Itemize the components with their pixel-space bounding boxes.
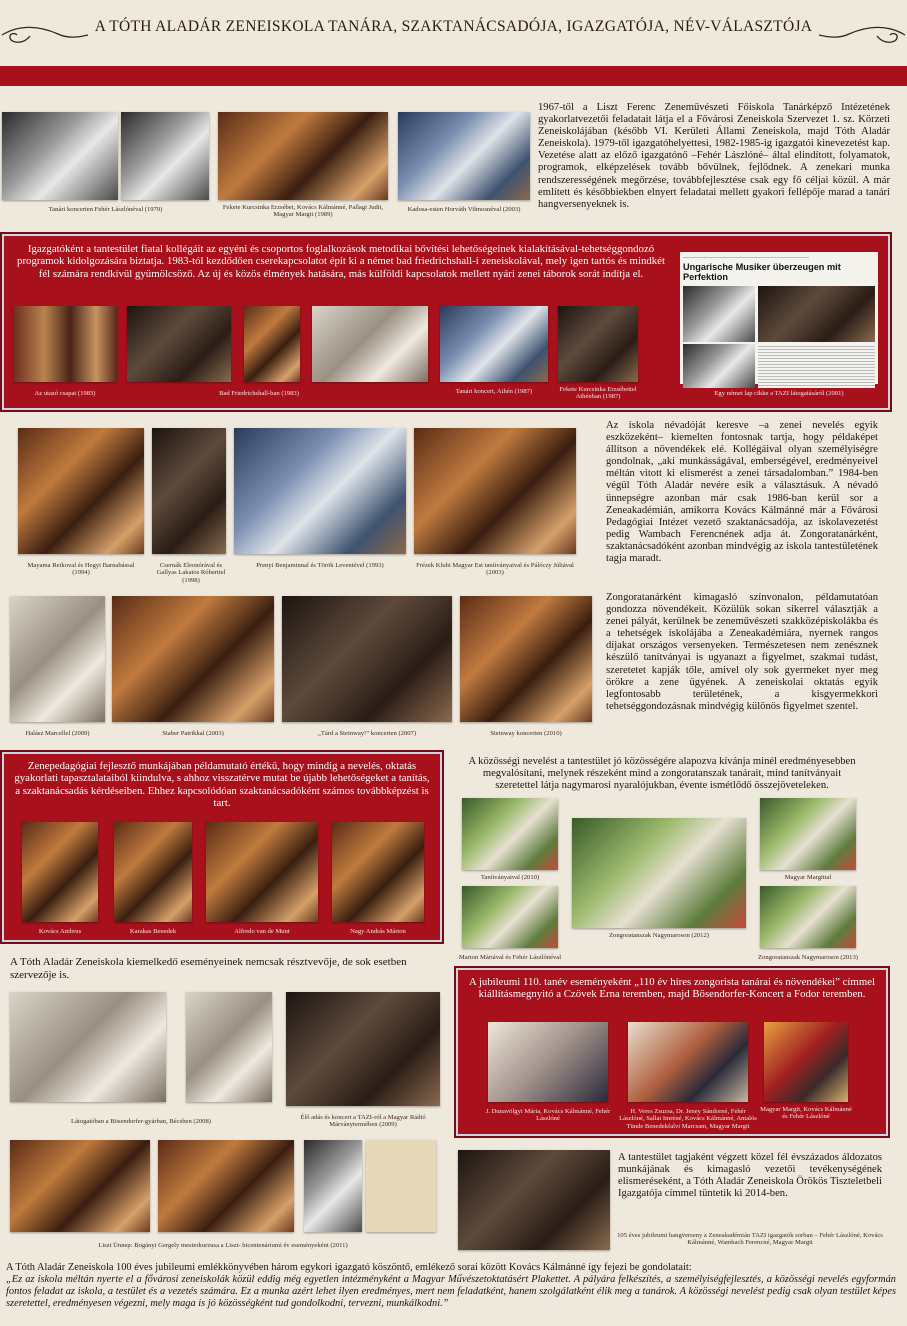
photo-bad-friedrichshall-a	[127, 306, 231, 382]
panel-leadership	[4, 236, 888, 408]
caption-b2-4: Frézek Klubi Magyar Est tanítványaival és Pálóczy Júliával (2003)	[416, 562, 574, 577]
photo-liszt-program	[366, 1140, 436, 1232]
photo-student-1998	[152, 428, 226, 554]
newspaper-headline: Ungarische Musiker überzeugen mit Perfektion	[683, 262, 841, 282]
caption-c-4: Marton Máriával és Fehér Lászlónéval	[458, 954, 562, 961]
photo-teacher-concert-1979-a	[2, 112, 118, 200]
caption-c-1: Tanítványaival (2010)	[480, 874, 540, 881]
caption-b2-7: „Tárd a Steinway!” koncerten (2007)	[317, 730, 417, 737]
caption-c-3: Zongoratanszak Nagymaroson (2012)	[609, 932, 709, 939]
teaching-paragraph: Zongoratanárként kimagasló színvonalon, példamutatóan gondozza növendékeit. Közülük sokan sikerrel választják a zenei pályát, kerülnek be zeneművészeti szakközépiskolákba és a tehetségek iskolájába a Zeneakadémiára, nyernek rangos díjakat országos versenyeken. Természetesen nem zenésznek készülő tanítványai is ugyanazt a figyelmet, szakmai tudást, szeretetet kapják tőle, amivel oly sok gyermeket nyer meg örökre a zene ügyének. A zeneiskolai oktatás egyik legfontosabb területének, a kisgyermekkori tehetséggondozásnak mindvégig különös figyelmet szentel.	[606, 592, 878, 712]
caption-e-1: Látogatóban a Bösendorfer-gyárban, Bécsben (2008)	[71, 1118, 211, 1125]
caption-b2-1: Mayama Reikoval és Hegyi Barnabással (1994)	[27, 562, 135, 577]
photo-student-1994	[18, 428, 144, 554]
caption-top-2: Fekete Kurcsinka Erzsébet, Kovács Kálmánné, Pallagi Judit, Magyar Margit (1989)	[222, 204, 384, 219]
caption-top-3: Kadosa-esten Horváth Vilmosnéval (2003)	[407, 206, 521, 213]
caption-p3-2: H. Veres Zsuzsa, Dr. Jeney Sándorné, Fehér Lászlóné, Sallai Imréné, Kovács Kálmánné, Antalós Tünde Benedekfalvi Marcsam, Magyar Margit	[619, 1108, 757, 1130]
photo-singers-1989	[218, 112, 388, 200]
events-paragraph: A Tóth Aladár Zeneiskola kiemelkedő eseményeinek nemcsak résztvevője, de sok esetben szervezője is.	[10, 956, 407, 981]
caption-top-1: Tanári koncerten Fehér Lászlónéval (1979)	[48, 206, 163, 213]
caption-p2-3: Alfredo van de Munt	[234, 928, 290, 935]
photo-exhibition-a	[488, 1022, 608, 1102]
community-paragraph: A közösségi nevelést a tantestület jó közösségére alapozva kívánja minél eredményesebben megvalósítani, melynek részeként mind a zongoratanszak tanárait, mind tanítványait szeretettel látja nagymarosi nyaralójukban, évente ismétlődő összejöveteleken.	[468, 756, 856, 792]
caption-b2-3: Prenyi Benjaminnal és Török Leventével (1993)	[256, 562, 384, 569]
photo-marton-maria	[462, 886, 558, 948]
caption-p2-1: Kovács Ambrus	[38, 928, 82, 935]
caption-b2-2: Csernák Eleonórával és Gallyas Lakatos Róberttel (1998)	[156, 562, 226, 584]
photo-teacher-concert-1979-b	[121, 112, 209, 200]
photo-nagymaros-2013	[760, 886, 856, 948]
caption-c-5: Zongoratanszak Nagymaroson (2013)	[758, 954, 858, 961]
page-title: A TÓTH ALADÁR ZENEISKOLA TANÁRA, SZAKTANÁCSADÓJA, IGAZGATÓJA, NÉV-VÁLASZTÓJA	[94, 18, 813, 35]
photo-halasz-2009	[10, 596, 105, 722]
photo-bosendorfer-factory	[10, 992, 166, 1102]
photo-nagy-andras-marton	[332, 822, 424, 922]
photo-exhibition-c	[764, 1022, 848, 1102]
photo-athens-piano	[558, 306, 638, 382]
caption-b2-5: Halász Marcellel (2009)	[25, 730, 90, 737]
caption-p1-2: Bad Friedrichshall-ban (1983)	[219, 390, 299, 397]
photo-kovacs-ambrus	[22, 822, 98, 922]
photo-student-1993	[234, 428, 406, 554]
closing-quote: „Ez az iskola méltán nyerte el a fővárosi zeneiskolák közül eddig még egyetlen intézményként a Magyar Művészetoktatásért Plakettet. A pályára felkészítés, a személyiségfejlesztés, a közösségi nevelés egyformán fontos feladat az iskola, a testület és a vezetés számára. Ez a munka azért lehet ilyen eredményes, mert nem feladatként, hanem szolgálatként élik meg a tanárok. A közösségi nevelést pedig csak olyan testület képes szeretettel, eredményesen végezni, mely maga is jó közösségként tud gondolkodni, tervezni, munkálkodni.”	[6, 1274, 896, 1309]
panel-pedagogy-text: Zenepedagógiai fejlesztő munkájában példamutató értékű, hogy mindig a nevelés, oktatás gyakorlati tapasztalataiból kiindulva, s ahhoz visszatérve mutat be újabb lehetőségeket a tanítás, a szaktanácsadás kérdéseiben. Ehhez kapcsolódóan szaktanácsadóként számos továbbképzést is tart.	[14, 760, 430, 810]
photo-kadosa-est	[398, 112, 530, 200]
header-red-band	[0, 66, 907, 86]
photo-karakas-benedek	[114, 822, 192, 922]
photo-steinway-2007	[282, 596, 452, 722]
caption-p2-2: Karakas Benedek	[129, 928, 177, 935]
photo-bad-friedrichshall-b	[244, 306, 300, 382]
panel-jubilee-text: A jubileumi 110. tanév eseményeként „110 év híres zongorista tanárai és növendékei” címmel kiállításmegnyitó a Czövek Erna teremben, majd Bösendorfer-Koncert a Fodor teremben.	[468, 976, 876, 1001]
photo-jubilee-concert-105	[458, 1150, 610, 1250]
closing-lead: A Tóth Aladár Zeneiskola 100 éves jubileumi emlékkönyvében három egykori igazgató köszöntő, emlékező sorai között Kovács Kálmánné így fejezi be gondolatait:	[6, 1262, 692, 1273]
caption-e-2: Élő adás és koncert a TAZI-ról a Magyar Rádió Márványtermében (2009)	[300, 1114, 426, 1129]
panel-pedagogy	[4, 754, 440, 940]
photo-students-2010	[462, 798, 558, 870]
honor-paragraph: A tantestület tagjaként végzett közel fél évszázados áldozatos munkájának és kimagasló vezetői tevékenységének elismeréseként, a Tóth Aladár Zeneiskola Örökös Tiszteletbeli Igazgatója címmel tüntetik ki 2014-ben.	[618, 1152, 882, 1200]
caption-c-2: Magyar Margittal	[784, 874, 832, 881]
german-newspaper-clipping: ———————————————————————————— Ungarische Musiker überzeugen mit Perfektion	[680, 252, 878, 384]
caption-p1-5: Egy német lap cikke a TAZI látogatásáról (2001)	[714, 390, 844, 397]
caption-p3-3: Magyar Margit, Kovács Kálmánné és Fehér Lászlóné	[760, 1106, 852, 1121]
naming-paragraph: Az iskola névadóját keresve –a zenei nevelés egyik eszközeként– kiemelten fontosnak tartja, hogy példaképet állítson a növendékek elé. Kollégáival olyan személyiségre gondolnak, „aki munkásságával, emberségével, eredményeivel méltán vitott ki elismerést a zenei társadalomban.” 1984-ben végül Tóth Aladár nevére esik a választásuk. A névadó ünnepségre azonban már csak 1986-ban kerül sor a Zeneakadémián, amikorra Kovács Kálmánné már a Fővárosi Pedagógiai Intézet vezető szaktanácsadója, az iskolavezetést pedig Wambach Ferencnének adja át. Zongoratanárként, szaktanácsadóként azonban mindvégig az iskola tantestületének tagja maradt.	[606, 420, 878, 565]
caption-p1-3: Tanári koncert, Athén (1987)	[455, 388, 533, 395]
caption-p1-1: Az utazó csapat (1983)	[34, 390, 96, 397]
photo-nagymaros-2012	[572, 818, 746, 928]
panel-leadership-text: Igazgatóként a tantestület fiatal kollégáit az egyéni és csoportos foglalkozások metodikai bővítési lehetőségeinek kialakításával-tehetséggondozó programok kidolgozására biztatja. 1983-tól kezdődően cserekapcsolatot épít ki a német bad friedrichshall-i zeneiskolával, mely igen tartós és mindkét fél számára rendkívül gyümölcsöző. Az új és közös élmények hatására, más külföldi kapcsolatok mellett nyári zenei táborok sorát indítja el.	[17, 243, 665, 280]
photo-exhibition-b	[628, 1022, 748, 1102]
photo-bad-friedrichshall-c	[312, 306, 428, 382]
intro-paragraph: 1967-től a Liszt Ferenc Zeneművészeti Főiskola Tanárképző Intézetének gyakorlatvezetői feladatait látja el a Fővárosi Zeneiskola Szervezet 1. sz. Körzeti Zeneiskolájában (később VI. Kerületi Állami Zeneiskola, majd Tóth Aladár Zeneiskola). 1979-től igazgatóhelyettesi, 1982-1985-ig igazgatói kinevezetést kap. Vezetése alatt az előző igazgatónő –Fehér Lászlóné– által elindított, folyamatok, programok, elképzelések tovább bővülnek, fejlődnek. A zenekari munka rendszerességének megőrzése, továbbfejlesztése csak egy fő céljai közül. A már említett és későbbiekben elnyert feladatai mellett gyakori fellépője marad a tanári hangversenyeknek is.	[538, 102, 890, 210]
photo-klub-2003	[414, 428, 576, 554]
photo-liszt-masterclass-a	[10, 1140, 150, 1232]
photo-bosendorfer-piano	[186, 992, 272, 1102]
photo-radio-concert	[286, 992, 440, 1106]
caption-honor: 105 éves jubileumi hangverseny a Zeneakadémián TAZI igazgatók sorban – Fehér Lászlóné, Kovács Kálmánné, Wambach Ferencné, Magyar Margit	[617, 1232, 883, 1247]
photo-liszt-masterclass-b	[158, 1140, 294, 1232]
caption-b2-6: Staber Patrikkal (2003)	[162, 730, 224, 737]
panel-jubilee	[458, 970, 886, 1134]
photo-liszt-portrait	[304, 1140, 362, 1232]
photo-steinway-2010	[460, 596, 592, 722]
photo-staber-2003	[112, 596, 274, 722]
caption-p1-4: Fekete Kurcsinka Erzsébettel Athénban (1987)	[559, 386, 637, 401]
right-flourish-icon	[817, 22, 907, 48]
caption-b2-8: Steinway koncerten (2010)	[490, 730, 562, 737]
photo-magyar-margit	[760, 798, 856, 870]
photo-athens-concert	[440, 306, 548, 382]
caption-e-3: Liszt Ünnep: Bogányi Gergely mesterkurzusa a Liszt- bicentenáriumi év eseményeként (2011)	[98, 1242, 348, 1249]
caption-p2-4: Nagy András Márton	[350, 928, 406, 935]
caption-p3-1: J. Dunavölgyi Mária, Kovács Kálmánné, Fehér Lászlóné	[485, 1108, 611, 1123]
photo-travel-group	[13, 306, 117, 382]
photo-alfredo-van-de-munt	[206, 822, 318, 922]
